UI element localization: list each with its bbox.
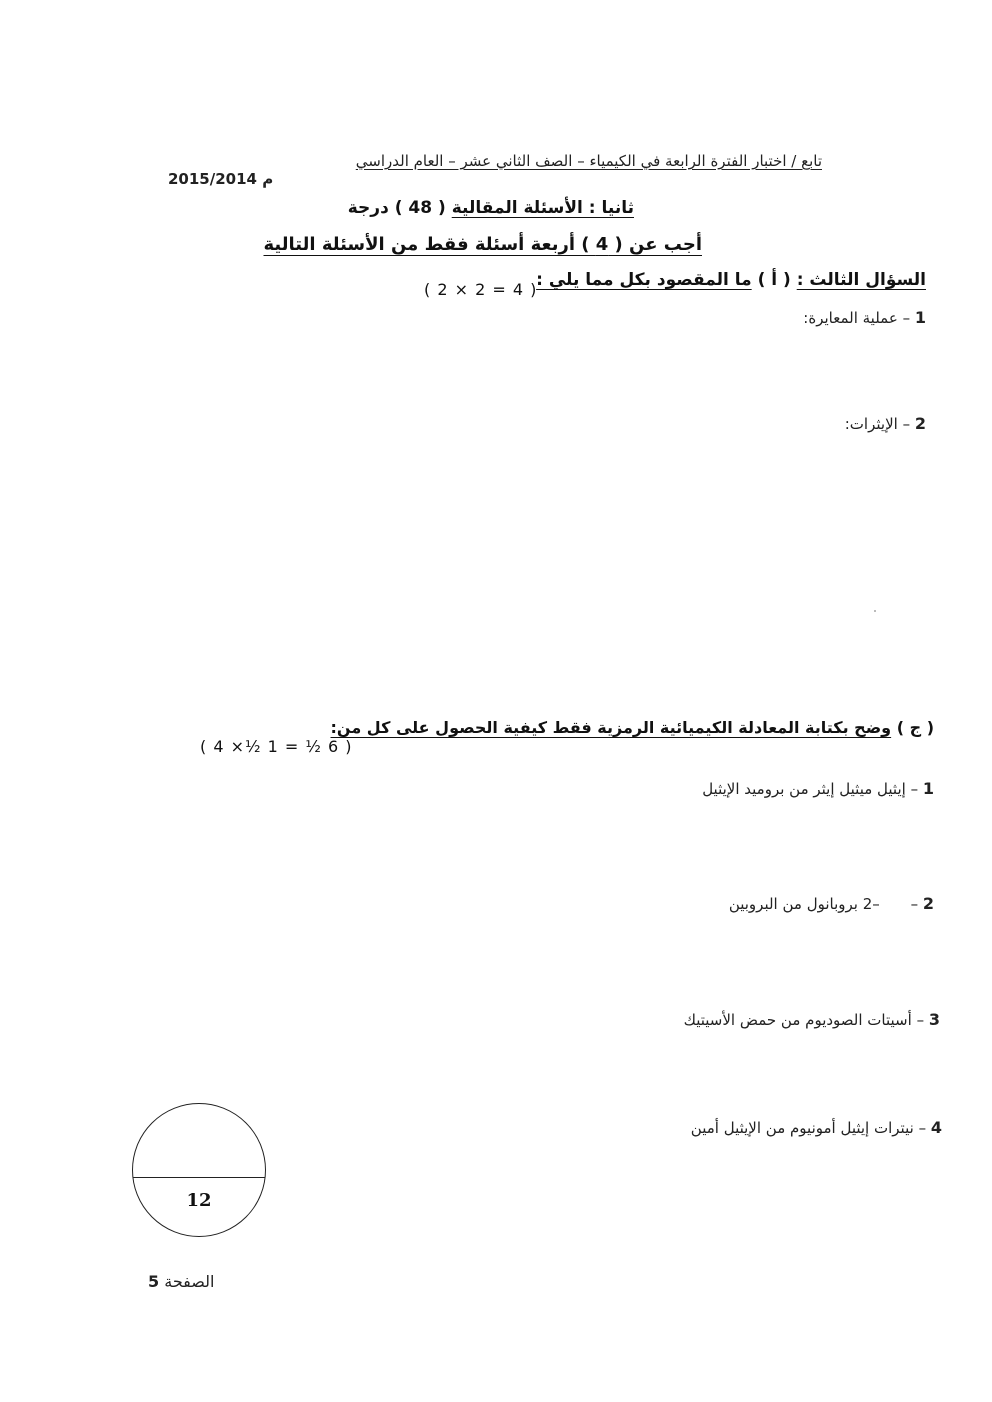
part-b-item-3-dash: – bbox=[916, 1011, 925, 1029]
q3-item-2-text: الإيثرات: bbox=[844, 415, 898, 433]
part-b-heading bbox=[331, 718, 934, 737]
q3-item-2-dash: – bbox=[902, 415, 911, 433]
part-b-item-2-number: 2 bbox=[922, 894, 934, 913]
part-b-item-1 bbox=[702, 779, 934, 798]
q3-item-1-number: 1 bbox=[914, 308, 926, 327]
academic-year: 2015/2014 م bbox=[168, 170, 274, 188]
instructions: أجب عن ( 4 ) أربعة أسئلة فقط من الأسئلة التالية bbox=[263, 234, 702, 255]
q3-item-1 bbox=[803, 308, 926, 327]
q3-item-1-dash: – bbox=[902, 309, 911, 327]
part-b-item-2-dash: – bbox=[910, 895, 919, 913]
scan-speck bbox=[874, 610, 876, 612]
section-title bbox=[348, 198, 634, 218]
part-b-item-3-text: أسيتات الصوديوم من حمض الأسيتيك bbox=[683, 1011, 912, 1029]
part-b-item-4-text: نيترات إيثيل أمونيوم من الإيثيل أمين bbox=[690, 1119, 914, 1137]
exam-header: تابع / اختبار الفترة الرابعة في الكيمياء – الصف الثاني عشر – العام الدراسي bbox=[355, 152, 822, 170]
question-3-label: السؤال الثالث : bbox=[796, 270, 926, 290]
part-b-item-2-text: –2 بروبانول من البروبين bbox=[728, 895, 880, 913]
part-b-item-1-text: إيثيل ميثيل إيثر من بروميد الإيثيل bbox=[702, 780, 906, 798]
page-number bbox=[148, 1272, 214, 1291]
part-b-item-1-number: 1 bbox=[922, 779, 934, 798]
score-circle bbox=[132, 1103, 266, 1237]
part-b-item-3 bbox=[684, 1010, 940, 1029]
question-3-part-a-label: ( أ ) bbox=[757, 270, 791, 290]
part-b-label: ( ج ) bbox=[896, 718, 934, 737]
part-b-item-2 bbox=[729, 894, 934, 913]
q3-item-2-number: 2 bbox=[914, 414, 926, 433]
q3-item-2 bbox=[845, 414, 926, 433]
q3-item-1-text: عملية المعايرة: bbox=[803, 309, 898, 327]
part-b-marks: ( 4 ×½ 1 = ½ 6 ) bbox=[200, 737, 353, 756]
page-label-text: الصفحة bbox=[164, 1272, 215, 1291]
question-3-heading bbox=[536, 270, 926, 290]
section-title-text: ثانيا : الأسئلة المقالية bbox=[451, 198, 634, 218]
part-b-item-1-dash: – bbox=[910, 780, 919, 798]
score-value: 12 bbox=[186, 1190, 212, 1211]
page-number-value: 5 bbox=[148, 1272, 160, 1291]
part-b-item-3-number: 3 bbox=[928, 1010, 940, 1029]
section-marks-unit: درجة bbox=[347, 198, 389, 218]
section-marks: ( 48 ) bbox=[394, 198, 446, 218]
part-b-item-4 bbox=[691, 1118, 942, 1137]
score-divider bbox=[133, 1177, 265, 1178]
question-3-part-a-marks: ( 2 × 2 = 4 ) bbox=[424, 280, 538, 299]
part-b-item-4-dash: – bbox=[918, 1119, 927, 1137]
part-b-item-4-number: 4 bbox=[930, 1118, 942, 1137]
part-b-prompt: وضح بكتابة المعادلة الكيميائية الرمزية فقط كيفية الحصول على كل من: bbox=[330, 718, 892, 737]
question-3-part-a-prompt: ما المقصود بكل مما يلي : bbox=[536, 270, 752, 290]
